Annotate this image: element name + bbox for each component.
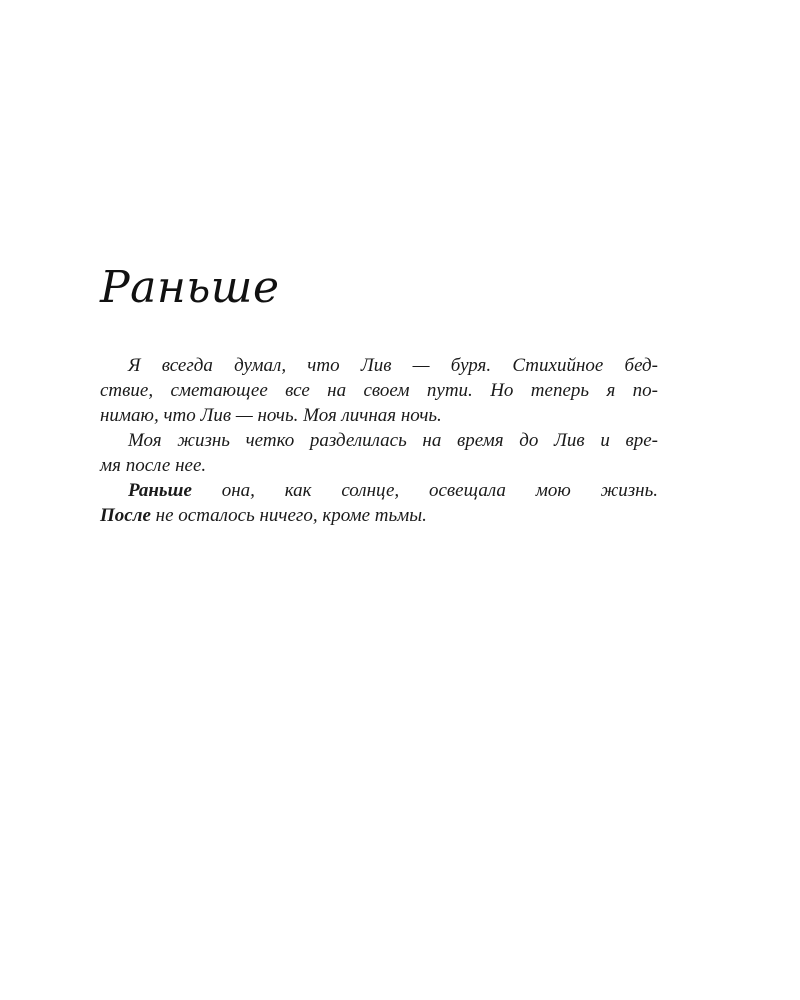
chapter-title: Раньше: [100, 262, 280, 313]
paragraph-1: [100, 353, 658, 428]
paragraph-line: Я всегда думал, что Лив — буря. Стихийное бед-: [128, 355, 658, 376]
paragraph-text: не осталось ничего, кроме тьмы.: [155, 505, 427, 526]
paragraph-line: нимаю, что Лив — ночь. Моя личная ночь.: [100, 405, 442, 426]
chapter-text: [100, 353, 658, 528]
paragraph-2: [100, 428, 658, 478]
paragraph-line: [100, 478, 658, 503]
paragraph-text: она, как солнце, освещала мою жизнь.: [221, 480, 658, 501]
emphasis-after: После: [100, 505, 151, 526]
paragraph-3: [100, 478, 658, 528]
paragraph-line: Моя жизнь четко разделилась на время до Лив и вре-: [128, 430, 658, 451]
paragraph-line: [100, 503, 658, 528]
paragraph-line: ствие, сметающее все на своем пути. Но теперь я по-: [100, 380, 658, 401]
emphasis-before: Раньше: [128, 480, 192, 501]
paragraph-line: мя после нее.: [100, 455, 207, 476]
